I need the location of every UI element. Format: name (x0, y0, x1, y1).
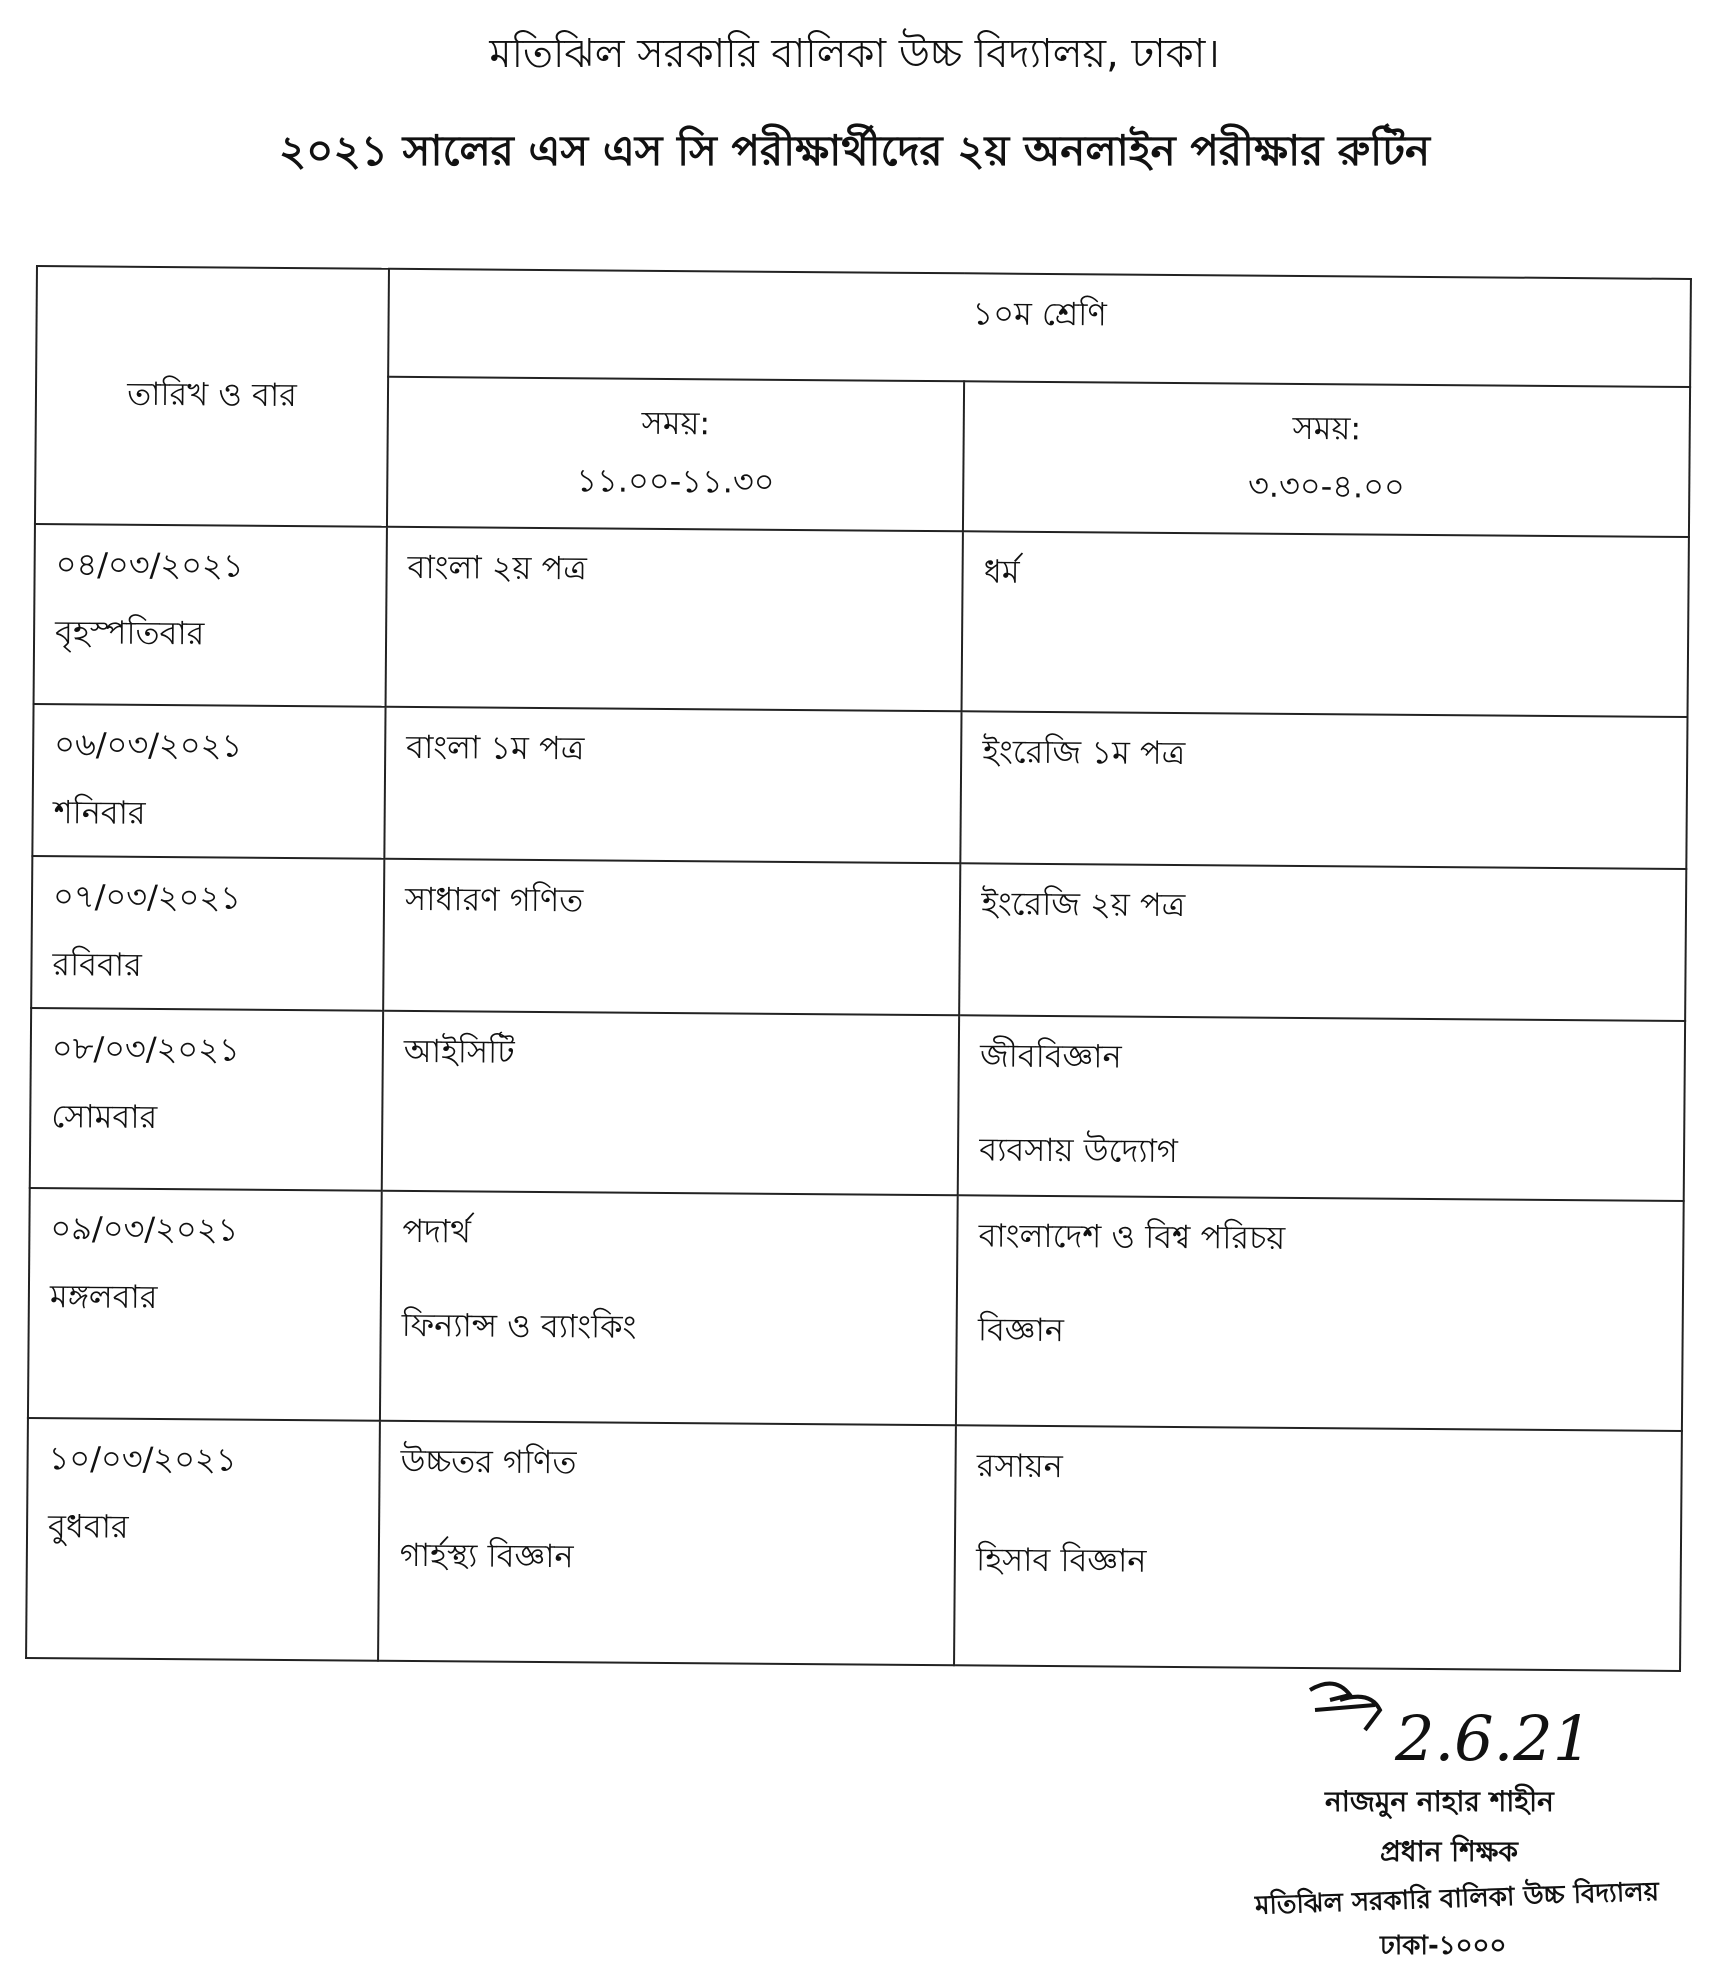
exam-day: সোমবার (51, 1097, 158, 1136)
date-cell (32, 704, 385, 859)
stamp-school-name: মতিঝিল সরকারি বালিকা উচ্চ বিদ্যালয় (1254, 1876, 1660, 1922)
routine-title: ২০২১ সালের এস এস সি পরীক্ষার্থীদের ২য় অনলাইন পরীক্ষার রুটিন (278, 126, 1431, 175)
slot1-cell (386, 527, 964, 712)
slot2-time: ৩.৩০-৪.০০ (1247, 466, 1405, 506)
subject: বাংলা ২য় পত্র (407, 547, 588, 588)
date-cell (34, 524, 387, 707)
slot2-cell (962, 531, 1689, 717)
subject: বাংলাদেশ ও বিশ্ব পরিচয় (978, 1216, 1286, 1257)
headmaster-name: নাজমুন নাহার শাহীন (1325, 1785, 1554, 1818)
slot1-cell (382, 1011, 960, 1196)
subject: হিসাব বিজ্ঞান (975, 1540, 1147, 1580)
subject: বিজ্ঞান (977, 1310, 1065, 1350)
exam-day: বুধবার (47, 1507, 129, 1546)
exam-day: মঙ্গলবার (49, 1277, 158, 1316)
slot1-time: ১১.০০-১১.৩০ (576, 461, 775, 501)
slot2-cell (956, 1195, 1684, 1431)
subject: গার্হস্থ্য বিজ্ঞান (399, 1535, 574, 1576)
table-row (28, 1188, 1684, 1431)
table-row (34, 524, 1689, 717)
subject: সাধারণ গণিত (404, 879, 584, 920)
exam-routine-table (25, 265, 1692, 1672)
slot1-cell (384, 707, 961, 864)
exam-date: ০৭/০৩/২০২১ (52, 877, 242, 917)
class-header: ১০ম শ্রেণি (388, 269, 1691, 387)
date-cell (30, 1008, 383, 1191)
subject: পদার্থ (402, 1211, 472, 1251)
school-name: মতিঝিল সরকারি বালিকা উচ্চ বিদ্যালয়, ঢাকা। (489, 31, 1220, 77)
slot1-cell (383, 859, 960, 1016)
slot2-cell (959, 863, 1686, 1021)
table-row (32, 704, 1687, 869)
table-header-row (36, 266, 1691, 387)
slot2-cell (958, 1015, 1685, 1201)
exam-day: শনিবার (53, 793, 146, 832)
slot2-header (963, 381, 1690, 537)
slot1-label: সময়: (641, 403, 711, 443)
subject: উচ্চতর গণিত (400, 1441, 577, 1482)
slot2-label: সময়: (1292, 408, 1362, 448)
headmaster-role: প্রধান শিক্ষক (1380, 1835, 1519, 1868)
subject: ইংরেজি ২য় পত্র (981, 884, 1186, 925)
slot2-cell (954, 1425, 1682, 1671)
subject: আইসিটি (403, 1031, 515, 1071)
exam-date: ১০/০৩/২০২১ (48, 1439, 237, 1479)
subject: ব্যবসায় উদ্যোগ (979, 1130, 1178, 1170)
subject: রসায়ন (976, 1446, 1063, 1486)
table-row (31, 856, 1686, 1021)
date-cell (31, 856, 384, 1011)
handwritten-date: 2.6.21 (1395, 1702, 1593, 1770)
table-row (30, 1008, 1685, 1201)
slot2-cell (961, 711, 1688, 869)
subject: ইংরেজি ১ম পত্র (982, 732, 1186, 773)
exam-date: ০৯/০৩/২০২১ (50, 1209, 239, 1249)
stamp-city: ঢাকা-১০০০ (1380, 1931, 1507, 1961)
date-column-header: তারিখ ও বার (35, 266, 389, 527)
slot1-cell (378, 1421, 956, 1666)
slot1-cell (380, 1191, 958, 1426)
subject: জীববিজ্ঞান (979, 1036, 1122, 1076)
subject: ধর্ম (983, 552, 1020, 591)
headmaster-signature (1280, 1670, 1660, 1770)
exam-day: বৃহস্পতিবার (54, 613, 205, 653)
date-cell (28, 1188, 382, 1421)
subject: ফিন্যান্স ও ব্যাংকিং (401, 1305, 637, 1346)
exam-day: রবিবার (52, 945, 142, 984)
table-row (26, 1418, 1682, 1671)
exam-date: ০৮/০৩/২০২১ (51, 1029, 240, 1069)
slot1-header (387, 377, 964, 532)
exam-date: ০৬/০৩/২০২১ (54, 725, 243, 765)
date-cell (26, 1418, 380, 1661)
subject: বাংলা ১ম পত্র (406, 727, 585, 768)
exam-date: ০৪/০৩/২০২১ (55, 545, 244, 585)
